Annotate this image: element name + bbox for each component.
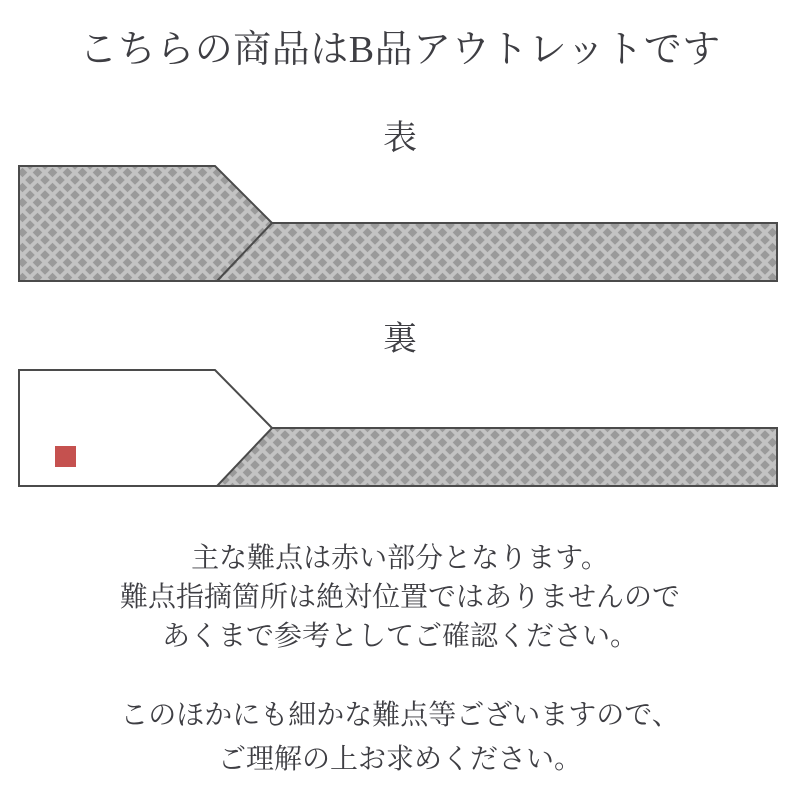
back-side-label: 裏 — [383, 321, 417, 358]
defect-note — [0, 539, 800, 656]
obi-back-diagram — [19, 370, 777, 486]
defect-note-line: 主な難点は赤い部分となります。 — [191, 543, 609, 574]
defect-note-line: あくまで参考としてご確認ください。 — [161, 621, 638, 652]
obi-back-patterned-tail — [217, 428, 777, 486]
page-title: こちらの商品はB品アウトレットです — [79, 29, 721, 71]
defect-note-line: 難点指摘箇所は絶対位置ではありませんので — [119, 582, 680, 613]
defect-marker — [55, 446, 76, 467]
obi-front-shape — [19, 166, 777, 281]
disclaimer-note — [0, 694, 800, 782]
disclaimer-note-line: ご理解の上お求めください。 — [217, 744, 582, 775]
disclaimer-note-line: このほかにも細かな難点等ございますので、 — [120, 700, 680, 731]
obi-front-diagram — [19, 166, 777, 281]
front-side-label: 表 — [383, 120, 417, 157]
